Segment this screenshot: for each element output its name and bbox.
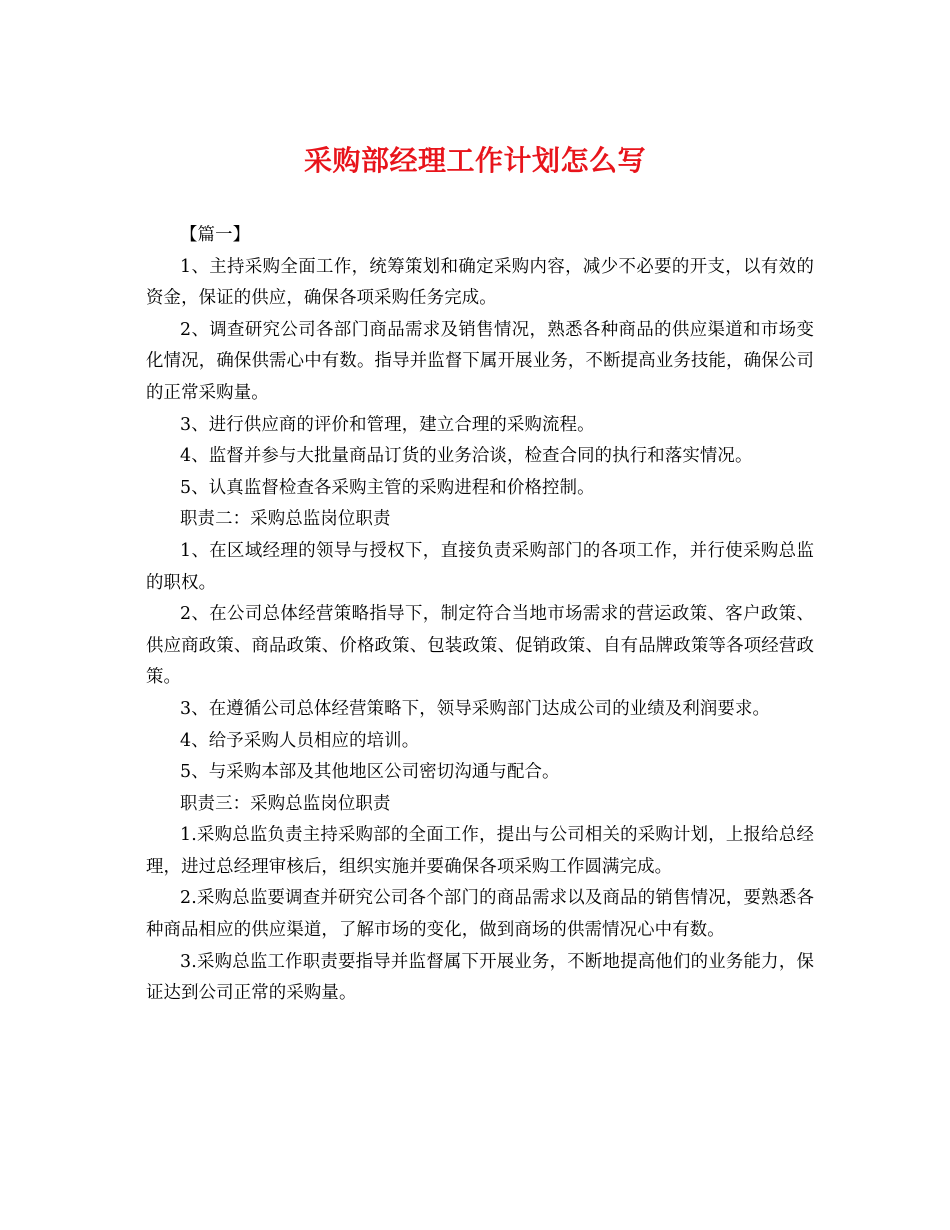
paragraph: 1.采购总监负责主持采购部的全面工作，提出与公司相关的采购计划，上报给总经理，进过总经理审核后，组织实施并要确保各项采购工作圆满完成。 [146,825,814,877]
document-title: 采购部经理工作计划怎么写 [303,144,646,177]
paragraph: 5、认真监督检查各采购主管的采购进程和价格控制。 [180,477,595,498]
document-body [146,220,814,1010]
paragraph: 3、在遵循公司总体经营策略下，领导采购部门达成公司的业绩及利润要求。 [180,698,771,719]
paragraph: 2.采购总监要调查并研究公司各个部门的商品需求以及商品的销售情况，要熟悉各种商品相应的供应渠道，了解市场的变化，做到商场的供需情况心中有数。 [146,888,814,941]
section-heading-part-one: 【篇一】 [180,225,251,245]
paragraph: 1、在区域经理的领导与授权下，直接负责采购部门的各项工作，并行使采购总监的职权。 [146,540,814,593]
paragraph: 5、与采购本部及其他地区公司密切沟通与配合。 [180,762,560,783]
section-heading-duty-three: 职责三：采购总监岗位职责 [180,793,391,814]
paragraph: 3、进行供应商的评价和管理，建立合理的采购流程。 [180,414,595,435]
paragraph: 1、主持采购全面工作，统筹策划和确定采购内容，减少不必要的开支，以有效的资金，保证的供应，确保各项采购任务完成。 [146,256,814,309]
section-heading-duty-two: 职责二：采购总监岗位职责 [180,509,391,530]
paragraph: 3.采购总监工作职责要指导并监督属下开展业务，不断地提高他们的业务能力，保证达到公司正常的采购量。 [146,951,814,1004]
paragraph: 4、监督并参与大批量商品订货的业务洽谈，检查合同的执行和落实情况。 [180,446,753,467]
paragraph: 2、调查研究公司各部门商品需求及销售情况，熟悉各种商品的供应渠道和市场变化情况，确保供需心中有数。指导并监督下属开展业务，不断提高业务技能，确保公司的正常采购量。 [146,319,814,403]
paragraph: 2、在公司总体经营策略指导下，制定符合当地市场需求的营运政策、客户政策、供应商政策、商品政策、价格政策、包装政策、促销政策、自有品牌政策等各项经营政策。 [146,604,814,688]
paragraph: 4、给予采购人员相应的培训。 [180,730,420,751]
